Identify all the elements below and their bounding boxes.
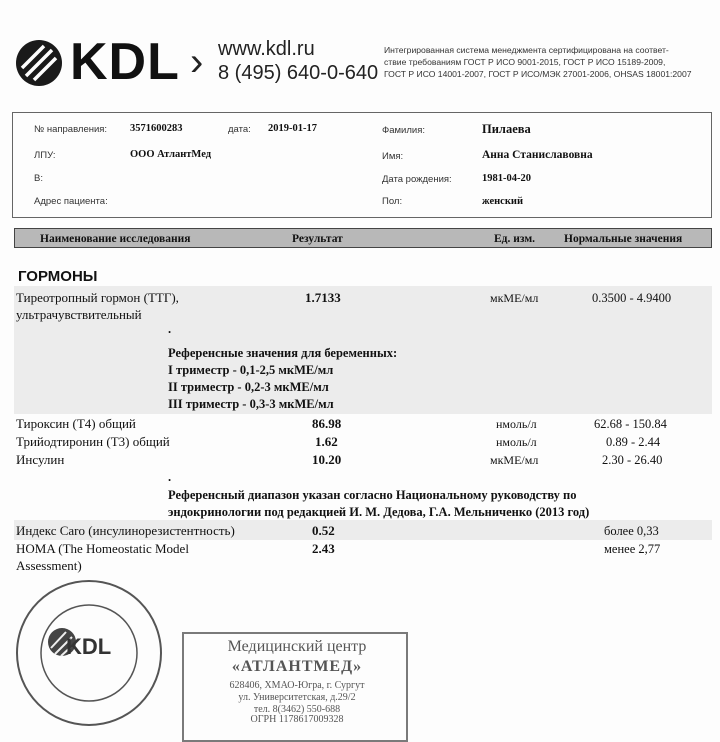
name-value: Анна Станиславовна xyxy=(482,149,593,161)
caro-name: Индекс Caro (инсулинорезистентность) xyxy=(16,523,235,538)
chevron-right-icon: › xyxy=(190,40,204,84)
homa-name-line1: HOMA (The Homeostatic Model xyxy=(16,541,189,556)
homa-name-line2: Assessment) xyxy=(16,558,82,573)
certification-text: Интегрированная система менеджмента сертифицирована на соответ- ствие требованиям ГОСТ Р ИСО 9001-2015, ГОСТ Р ИСО 15189-2009, ГОСТ Р ИСО 14001-2007, ГОСТ Р ИСО/МЭК 27001-2006, OHSAS 18001:2007 xyxy=(384,45,692,79)
tsh-result: 1.7133 xyxy=(305,290,341,305)
atlantmed-stamp xyxy=(182,632,408,742)
pregnancy-t3: III триместр - 0,3-3 мкМЕ/мл xyxy=(168,397,334,411)
t4-unit: нмоль/л xyxy=(496,417,537,431)
date-value: 2019-01-17 xyxy=(268,123,317,134)
t3-name: Трийодтиронин (Т3) общий xyxy=(16,434,170,449)
t3-unit: нмоль/л xyxy=(496,435,537,449)
insulin-note-line1: Референсный диапазон указан согласно Национальному руководству по xyxy=(168,488,577,502)
header-result: Результат xyxy=(292,233,343,245)
kdl-logo-mark-icon xyxy=(14,38,64,88)
homa-result: 2.43 xyxy=(312,541,335,556)
patient-info-box xyxy=(12,112,712,218)
pregnancy-dot: . xyxy=(168,322,172,336)
sex-label: Пол: xyxy=(382,196,403,207)
header-unit: Ед. изм. xyxy=(494,233,536,245)
kdl-logo-text: KDL xyxy=(70,33,180,91)
address-label: Адрес пациента: xyxy=(34,196,108,207)
dob-label: Дата рождения: xyxy=(382,174,452,185)
sex-value: женский xyxy=(482,196,523,207)
stamp-line1: Медицинский центр xyxy=(227,638,367,655)
homa-norm: менее 2,77 xyxy=(604,542,661,556)
dob-value: 1981-04-20 xyxy=(482,173,531,184)
surname-value: Пилаева xyxy=(482,122,531,136)
stamp-line3: 628406, ХМАО-Югра, г. Сургут xyxy=(229,680,365,691)
website-link[interactable]: www.kdl.ru xyxy=(218,38,315,60)
t3-result: 1.62 xyxy=(315,434,338,449)
round-stamp-logo: KDL xyxy=(66,634,112,659)
t4-norm: 62.68 - 150.84 xyxy=(594,417,667,431)
header-name: Наименование исследования xyxy=(40,233,191,245)
tsh-name-line1: Тиреотропный гормон (ТТГ), xyxy=(16,290,179,305)
name-label: Имя: xyxy=(382,151,404,162)
caro-norm: более 0,33 xyxy=(604,524,659,538)
lpu-value: ООО АтлантМед xyxy=(130,149,212,160)
insulin-note-dot: . xyxy=(168,470,172,484)
stamp-line4: ул. Университетская, д.29/2 xyxy=(238,692,356,703)
header-norm: Нормальные значения xyxy=(564,233,683,245)
insulin-norm: 2.30 - 26.40 xyxy=(602,453,663,467)
phone-number: 8 (495) 640-0-640 xyxy=(218,62,379,84)
lpu-label: ЛПУ: xyxy=(34,150,56,161)
insulin-name: Инсулин xyxy=(16,452,65,467)
t4-result: 86.98 xyxy=(312,416,342,431)
tsh-name-line2: ультрачувствительный xyxy=(16,307,142,322)
stamp-line2: «АТЛАНТМЕД» xyxy=(231,658,363,675)
surname-label: Фамилия: xyxy=(382,125,425,136)
pregnancy-t2: II триместр - 0,2-3 мкМЕ/мл xyxy=(168,380,329,394)
caro-result: 0.52 xyxy=(312,523,335,538)
t4-name: Тироксин (Т4) общий xyxy=(16,416,136,431)
date-label: дата: xyxy=(228,124,251,135)
insulin-note-line2: эндокринологии под редакцией И. М. Дедова, Г.А. Мельниченко (2013 год) xyxy=(168,505,590,519)
section-title: ГОРМОНЫ xyxy=(18,268,98,285)
referral-value: 3571600283 xyxy=(130,123,183,134)
pregnancy-t1: I триместр - 0,1-2,5 мкМЕ/мл xyxy=(168,363,334,377)
insulin-result: 10.20 xyxy=(312,452,342,467)
referral-label: № направления: xyxy=(34,124,108,135)
pregnancy-ref-title: Референсные значения для беременных: xyxy=(168,346,398,360)
stamp-line5: тел. 8(3462) 550-688 xyxy=(253,704,341,715)
v-label: В: xyxy=(34,173,43,184)
tsh-norm: 0.3500 - 4.9400 xyxy=(592,291,672,305)
insulin-unit: мкМЕ/мл xyxy=(490,453,539,467)
stamp-line6: ОГРН 1178617009328 xyxy=(250,714,344,725)
tsh-unit: мкМЕ/мл xyxy=(490,291,539,305)
t3-norm: 0.89 - 2.44 xyxy=(606,435,661,449)
